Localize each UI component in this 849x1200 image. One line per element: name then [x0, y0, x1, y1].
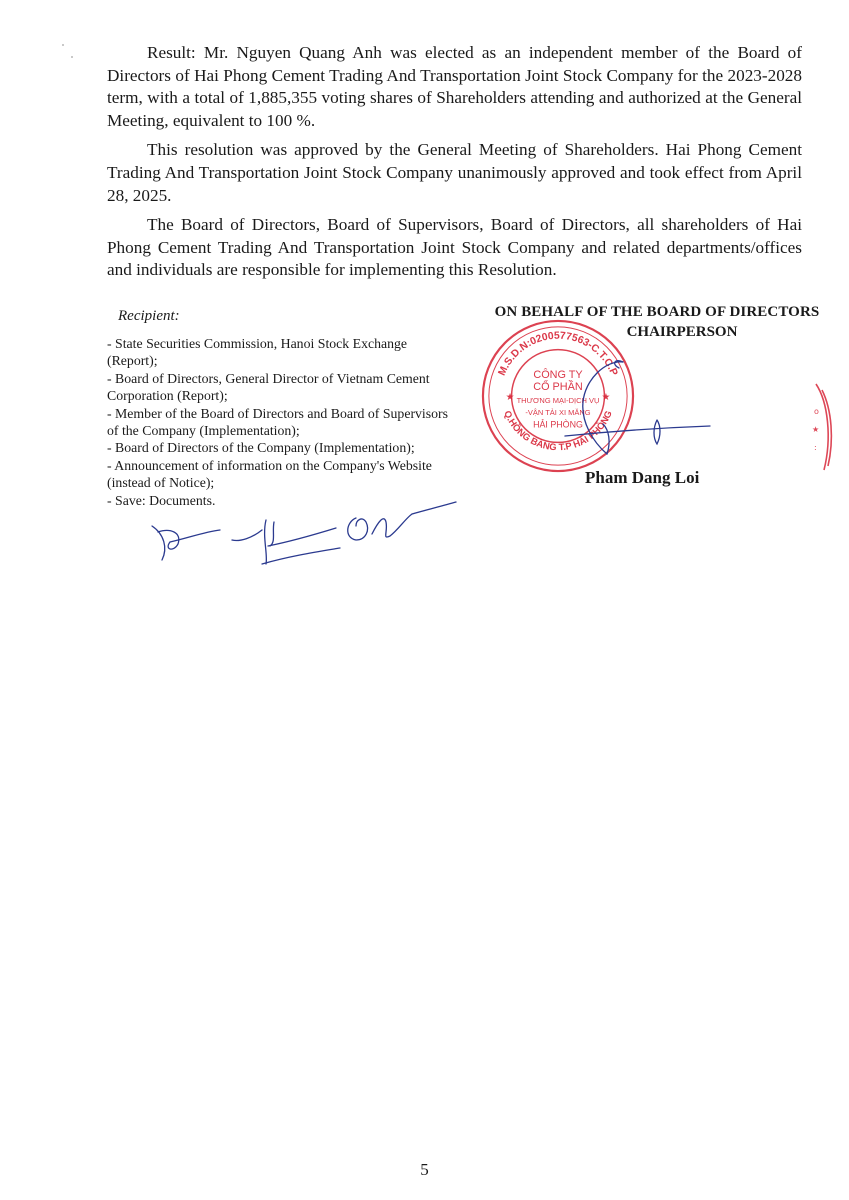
result-paragraph: Result: Mr. Nguyen Quang Anh was elected as an independent member of the Board of Directors of Hai Phong Cement Trading And Transportation Joint Stock Company for the 2023-2028 term, with a total of 1,885,355 voting shares of Shareholders attending and authorized at the General Meeting, equivalent to 100 %. [107, 43, 802, 130]
chairperson-signature [545, 350, 715, 470]
recipient-item: - Announcement of information on the Company's Website (instead of Notice); [107, 457, 432, 491]
recipient-heading: Recipient: [118, 308, 180, 324]
seal-star-icon: ★ [505, 391, 515, 403]
recipient-item: - Board of Directors of the Company (Implementation); [107, 440, 415, 456]
partial-seal-edge [806, 380, 836, 475]
signer-title: CHAIRPERSON [626, 324, 738, 340]
seal-ring-text: M.S.D.N:0200577563-C.T.C.P [496, 330, 620, 378]
seal-line: CỔ PHẦN [533, 381, 583, 394]
responsibility-paragraph: The Board of Directors, Board of Supervisors, Board of Directors, all shareholders of Hai Phong Cement Trading And Transportation Joint Stock Company and related departments/offices and individuals are responsible for implementing this Resolution. [107, 215, 802, 280]
seal-line: -VẬN TẢI XI MĂNG [525, 407, 591, 417]
initials-signatures [140, 498, 460, 570]
resolution-body [107, 42, 802, 289]
seal-star-icon: ★ [601, 391, 611, 403]
signer-name: Pham Dang Loi [585, 468, 700, 487]
partial-seal-mark: : [814, 443, 817, 452]
recipient-item: - Member of the Board of Directors and Board of Supervisors of the Company (Implementation); [107, 405, 449, 439]
partial-seal-star-icon: ★ [812, 425, 820, 434]
seal-ring-text-bottom: Q.HỒNG BÀNG T.P HẢI PHÒNG [502, 409, 614, 453]
partial-seal-mark: o [814, 407, 819, 416]
scan-speck [71, 56, 73, 58]
recipient-section [107, 305, 457, 509]
approval-paragraph: This resolution was approved by the General Meeting of Shareholders. Hai Phong Cement Trading And Transportation Joint Stock Company unanimously approved and took effect from April 28, 2025. [107, 140, 802, 205]
recipient-item: - Save: Documents. [107, 492, 216, 508]
on-behalf-heading: ON BEHALF OF THE BOARD OF DIRECTORS [494, 304, 820, 320]
recipient-item: - State Securities Commission, Hanoi Stock Exchange (Report); [107, 336, 408, 369]
seal-line: CÔNG TY [533, 369, 583, 382]
seal-line: THƯƠNG MẠI-DỊCH VỤ [516, 395, 600, 405]
scan-speck [62, 44, 64, 46]
page-number: 5 [420, 1160, 429, 1179]
seal-line: HẢI PHÒNG [533, 419, 583, 430]
recipient-item: - Board of Directors, General Director of Vietnam Cement Corporation (Report); [107, 370, 430, 404]
recipient-list [107, 335, 457, 509]
